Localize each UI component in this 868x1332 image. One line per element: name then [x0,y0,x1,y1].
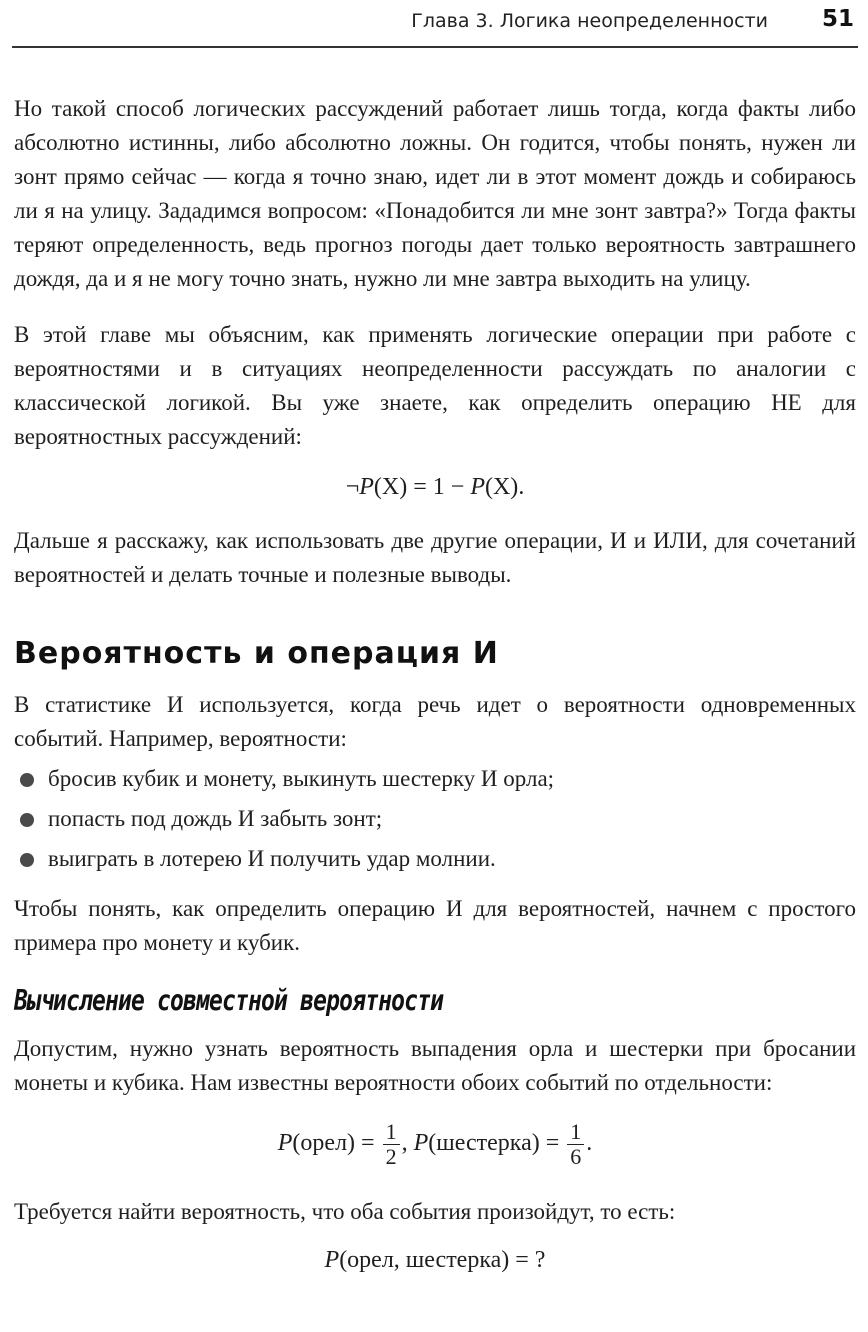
list-item [14,802,856,836]
paragraph-coin-dice: Чтобы понять, как определить операцию И для вероятностей, начнем с простого примера про монету и кубик. [14,896,856,955]
fraction-denominator: 6 [570,1143,582,1169]
fraction-denominator: 2 [385,1143,397,1169]
bullet-icon [20,813,34,827]
subsection-heading: Вычисление совместной вероятности [14,984,444,1017]
paragraph-not-operation: В этой главе мы объясним, как применять логические операции при работе с вероятностями и в ситуациях неопределенности рассуждать по аналогии с классической логикой. Вы уже знаете, как определить операцию НЕ для вероятностных рассуждений: [14,322,856,449]
paragraph-and-definition: В статистике И используется, когда речь идет о вероятности одновременных событий. Например, вероятности: [14,692,856,751]
formula-prob-p2: P [413,1130,429,1156]
section-heading: Вероятность и операция И [14,636,499,671]
formula-not-neg: ¬ [345,474,360,500]
paragraph-and-or: Дальше я расскажу, как использовать две другие операции, И и ИЛИ, для сочетаний вероятностей и делать точные и полезные выводы. [14,528,856,587]
list-item [14,762,856,796]
bullet-icon [20,853,34,867]
formula-not-arg1: (X) [373,474,408,500]
list-item [14,842,856,876]
running-header [12,0,858,48]
list-item-text: выиграть в лотерею И получить удар молнии. [48,846,496,871]
paragraph-question: Требуется найти вероятность, что оба события произойдут, то есть: [14,1198,676,1224]
bullet-list [14,762,856,876]
formula-prob-arg2: (шестерка) = [428,1130,566,1156]
formula-prob-p1: P [277,1130,293,1156]
formula-prob-end: . [586,1130,593,1156]
formula-joint [14,1243,856,1277]
list-item-text: попасть под дождь И забыть зонт; [48,806,383,831]
formula-prob-arg1: (орел) = [292,1130,381,1156]
formula-joint-arg: (орел, шестерка) = ? [339,1246,546,1273]
formula-not [14,470,856,504]
list-item-text: бросив кубик и монету, выкинуть шестерку И орла; [48,766,555,791]
chapter-title: Глава 3. Логика неопределенности [411,10,768,32]
formula-not-p1: P [359,474,374,500]
page-body [14,92,856,1297]
fraction-one-sixth [567,1120,584,1169]
formula-not-p2: P [470,474,485,500]
paragraph-intro: Но такой способ логических рассуждений работает лишь тогда, когда факты либо абсолютно истинны, либо абсолютно ложны. Он годится, чтобы понять, нужен ли зонт прямо сейчас — когда я точно знаю, идет ли в этот момент дождь и собираюсь ли я на улицу. Зададимся вопросом: «Понадобится ли мне зонт завтра?» Тогда факты теряют определенность, ведь прогноз погоды дает только вероятность завтрашнего дождя, да и я не могу точно знать, нужно ли мне завтра выходить на улицу. [14,96,856,291]
fraction-numerator: 1 [567,1120,584,1145]
formula-probabilities [14,1118,856,1169]
fraction-one-half [383,1120,400,1169]
formula-joint-p: P [324,1246,340,1273]
fraction-numerator: 1 [383,1120,400,1145]
formula-prob-sep: , [401,1130,414,1156]
formula-not-end: . [518,474,525,500]
bullet-icon [20,773,34,787]
paragraph-joint-probability: Допустим, нужно узнать вероятность выпадения орла и шестерки при бросании монеты и кубика. Нам известны вероятности обоих событий по отдельности: [14,1036,856,1095]
formula-not-arg2: (X) [484,474,519,500]
formula-not-mid: = 1 − [407,474,471,500]
page-number: 51 [821,6,854,32]
